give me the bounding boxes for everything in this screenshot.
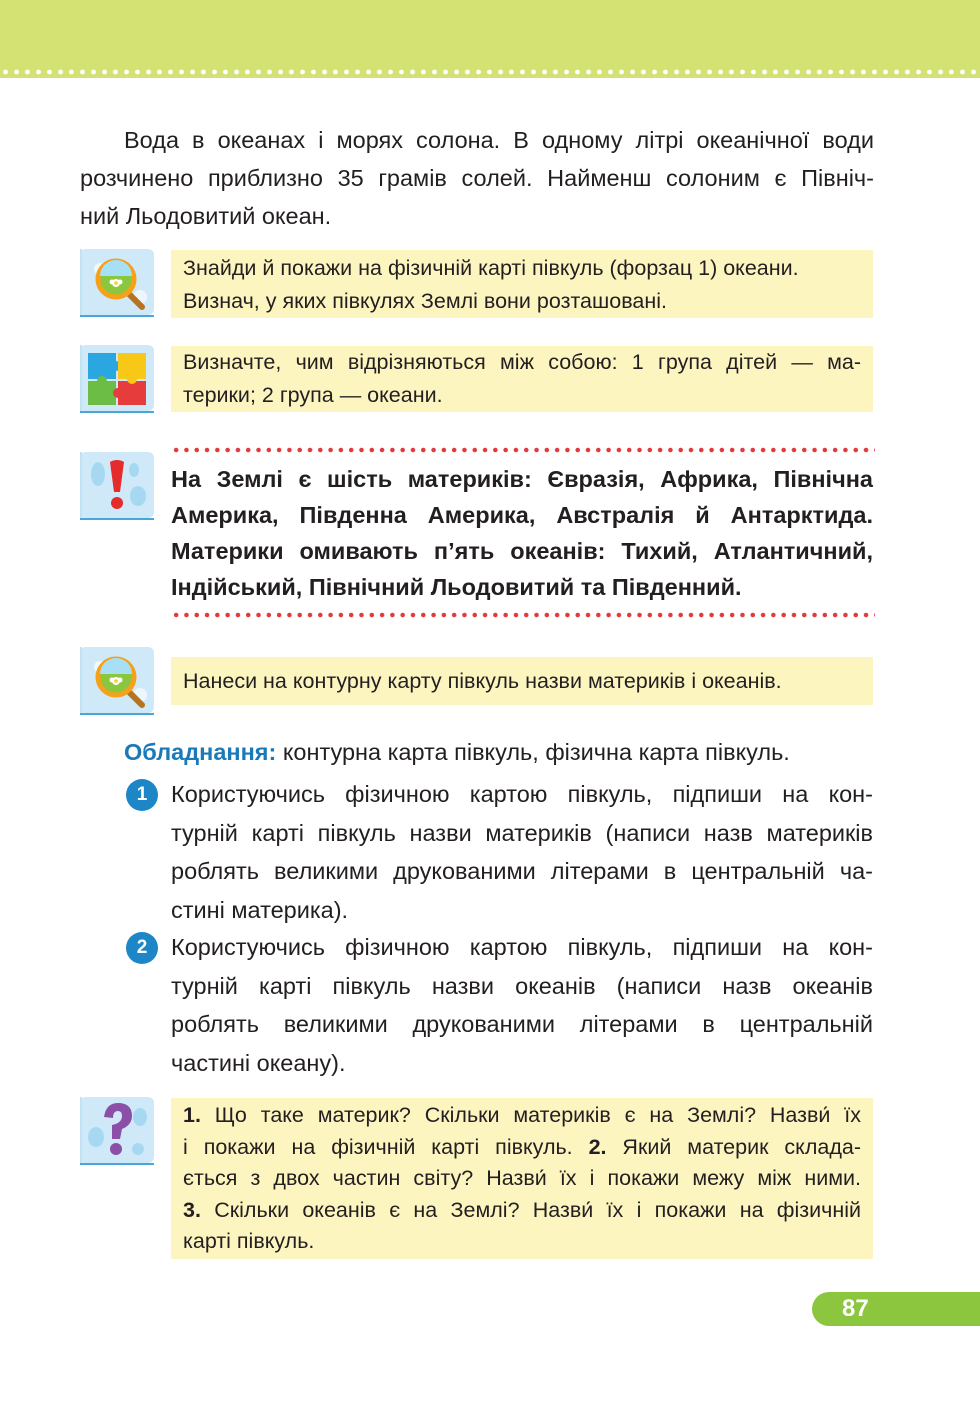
question-line — [183, 1100, 861, 1132]
question-text: Скільки океанів є на Землі? Назви́ їх і покажи на фізичній — [200, 1197, 861, 1222]
question-number: 2. — [588, 1134, 607, 1159]
task-box-find-oceans — [171, 250, 873, 318]
fact-line: Америка, Південна Америка, Австралія й Антарктида. — [171, 502, 873, 528]
intro-line: ний Льодовитий океан. — [80, 203, 332, 229]
task-line: Визнач, у яких півкулях Землі вони розташовані. — [183, 289, 667, 313]
task-line: Нанеси на контурну карту півкуль назви материків і океанів. — [183, 669, 782, 693]
step-1 — [171, 775, 873, 929]
task-box-contour-map — [171, 657, 873, 705]
step-line: турній карті півкуль назви материків (написи назв материків — [171, 819, 873, 846]
step-line: турній карті півкуль назви океанів (написи назв океанів — [171, 972, 873, 999]
intro-line: розчинено приблизно 35 грамів солей. Найменш солоним є Північ- — [80, 165, 874, 191]
step-number-badge: 1 — [126, 779, 158, 811]
intro-paragraph — [80, 121, 874, 235]
equipment-label: Обладнання: — [124, 739, 277, 765]
task-line: терики; 2 група — океани. — [183, 383, 443, 407]
step-line: частині океану). — [171, 1049, 346, 1076]
fact-line: Індійський, Північний Льодовитий та Південний. — [171, 574, 742, 600]
exclamation-icon — [80, 452, 154, 518]
dotted-divider-top — [171, 446, 875, 454]
question-text: і покажи на фізичній карті півкуль. — [183, 1134, 589, 1159]
question-number: 3. — [183, 1197, 201, 1222]
step-line: роблять великими друкованими літерами в центральній — [171, 1011, 873, 1037]
step-line: роблять великими друкованими літерами в центральній ча- — [171, 858, 873, 884]
step-line: Користуючись фізичною картою півкуль, підпиши на кон- — [171, 934, 873, 960]
question-text: Що таке материк? Скільки материків є на Землі? Назви́ їх — [200, 1103, 861, 1127]
magnifier-icon — [80, 249, 154, 315]
question-text: Який материк склада- — [606, 1134, 861, 1159]
task-box-compare — [171, 346, 873, 412]
equipment-text: контурна карта півкуль, фізична карта півкуль. — [276, 739, 790, 765]
task-box-questions — [171, 1098, 873, 1259]
question-number: 1. — [183, 1103, 201, 1127]
question-line: ється з двох частин світу? Назви́ їх і покажи межу між ними. — [183, 1166, 861, 1190]
equipment-line — [124, 736, 790, 768]
step-line: Користуючись фізичною картою півкуль, підпиши на кон- — [171, 781, 873, 807]
fact-line: Материки омивають п’ять океанів: Тихий, Атлантичний, — [171, 538, 873, 564]
question-line: карті півкуль. — [183, 1229, 315, 1253]
fact-block — [171, 461, 873, 605]
page-number: 87 — [812, 1292, 980, 1326]
step-line: стині материка). — [171, 896, 349, 923]
task-line: Знайди й покажи на фізичній карті півкуль (форзац 1) океани. — [183, 256, 799, 280]
header-band — [0, 0, 980, 78]
magnifier-icon — [80, 647, 154, 713]
question-line — [183, 1132, 861, 1164]
puzzle-icon — [80, 345, 154, 411]
dotted-divider-bottom — [171, 611, 875, 619]
intro-line: Вода в океанах і морях солона. В одному літрі океанічної води — [124, 127, 874, 153]
fact-line: На Землі є шість материків: Євразія, Африка, Північна — [171, 466, 873, 492]
step-2 — [171, 928, 873, 1082]
step-number-badge: 2 — [126, 932, 158, 964]
question-line — [183, 1195, 861, 1227]
question-icon — [80, 1097, 154, 1163]
task-line: Визначте, чим відрізняються між собою: 1 група дітей — ма- — [183, 350, 861, 374]
header-dotted-border — [0, 68, 980, 76]
